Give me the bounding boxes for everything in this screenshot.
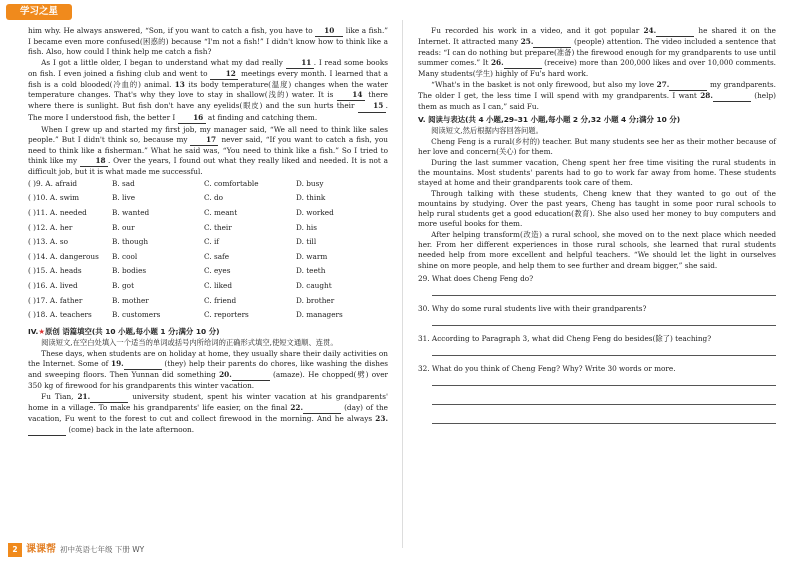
option-choice[interactable]: C. safe	[204, 251, 230, 261]
answer-line[interactable]	[432, 285, 776, 296]
answer-line[interactable]	[432, 394, 776, 405]
option-a[interactable]: ( )9. A. afraid	[28, 178, 78, 188]
option-a[interactable]: ( )10. A. swim	[28, 193, 80, 203]
blank-10[interactable]: 10	[315, 26, 343, 37]
option-choice[interactable]: C. do	[204, 193, 224, 203]
option-row	[28, 237, 388, 252]
option-a[interactable]: ( )18. A. teachers	[28, 310, 92, 320]
star-icon: ★	[38, 326, 45, 336]
page-footer	[8, 543, 144, 557]
passage-paragraph-4: These days, when students are on holiday at home, they usually share their daily activities on the Internet. Some of 19. (they) help their parents do chores, like washing the dishes and sweeping floors. Then Yunnan did something 20. (amaze). He chopped(劈) over 350 kg of firewood for his grandparents this winter vacation.	[28, 349, 389, 391]
answer-blank[interactable]	[669, 80, 707, 91]
option-a[interactable]: ( )16. A. lived	[28, 281, 78, 291]
answer-blank[interactable]	[713, 91, 751, 102]
blank-number: 20.	[219, 370, 232, 380]
section-number: IV.	[28, 326, 39, 336]
question-31: 31. According to Paragraph 3, what did Cheng Feng do besides(除了) teaching?	[418, 333, 712, 343]
passage-paragraph-3: When I grew up and started my first job, my manager said, “We all need to think like sales people.” But I didn't think so, because my 17 never said, “If you want to catch a fish, you need to think like a fisherman.” What he said was, “You need to think like a fish.” So I tried to think like my 18 . Over the years, I found out what they really liked and needed. It is not a difficult job, but it is what made me successful.	[28, 124, 389, 176]
left-column	[28, 26, 388, 437]
option-a[interactable]: ( )13. A. so	[28, 237, 68, 247]
passage-paragraph-5: Fu Tian, 21. university student, spent his winter vacation at his grandparents' home in a village. To make his grandparents' life easier, on the final 22. (day) of the vacation, Fu went to the forest to cut and collect firewood in the morning. And he always 23. (come) back in the late afternoon.	[28, 392, 388, 435]
option-row	[28, 252, 388, 267]
answer-blank[interactable]	[28, 425, 66, 436]
column-divider	[402, 20, 403, 548]
option-row	[28, 208, 388, 223]
option-choice[interactable]: D. his	[296, 222, 318, 232]
blank-11[interactable]: 11	[286, 58, 314, 69]
blank-number: 25.	[520, 37, 534, 47]
blank-number: 22.	[290, 403, 304, 413]
option-choice[interactable]: D. think	[296, 193, 326, 203]
option-choice[interactable]: C. comfortable	[204, 178, 259, 188]
option-choice[interactable]: D. managers	[296, 310, 343, 320]
option-choice[interactable]: B. cool	[112, 251, 138, 261]
blank-16[interactable]: 16	[178, 113, 206, 124]
answer-blank[interactable]	[656, 26, 694, 37]
blank-number: 13	[174, 80, 189, 90]
option-row	[28, 266, 388, 281]
answer-blank[interactable]	[124, 359, 162, 370]
option-choice[interactable]: D. teeth	[296, 266, 326, 276]
blank-number: 23.	[375, 414, 388, 424]
answer-blank[interactable]	[232, 370, 270, 381]
option-choice[interactable]: B. our	[112, 222, 135, 232]
section-title-text: 原创 语篇填空(共 10 小题,每小题 1 分;满分 10 分)	[44, 326, 220, 336]
passage-paragraph-2: As I got a little older, I began to understand what my dad really 11 . I read some books on fish. I even joined a fishing club and went to 12 meetings every month. I learned that a fish is a cold blooded(冷血的) animal. 13 its body temperature(温度) changes when the water temperature changes. That's why they love to stay in shallow(浅的) water. It is 14 there where there is sunlight. But fish don't have any eyelids(眼皮) and the sun hurts their 15 . The more I understood fish, the better I 16 at finding and catching them.	[28, 58, 388, 123]
answer-blank[interactable]	[504, 58, 542, 69]
reading-paragraph-1: Cheng Feng is a rural(乡村的) teacher. But many students see her as their mother because of her love and concern(关心) for them.	[418, 136, 776, 156]
reading-paragraph-2: During the last summer vacation, Cheng spent her free time visiting the rural students in the mountains. Most students' parents had to go to work far away from home. These students stayed at home and their grandparents took care of them.	[418, 157, 776, 188]
reading-paragraph-3: Through talking with these students, Cheng knew that they wanted to go out of the mountains by studying. Over the past years, Cheng has taught in some poor rural schools to help rural students get a good education(教育). She also used her money to buy computers and more useful books for them.	[418, 189, 776, 229]
option-choice[interactable]: B. customers	[112, 310, 161, 320]
question-30: 30. Why do some rural students live with their grandparents?	[418, 303, 647, 313]
options-table	[28, 179, 388, 325]
blank-number: 19.	[111, 359, 124, 369]
option-row	[28, 296, 388, 311]
answer-blank[interactable]	[90, 392, 128, 403]
option-choice[interactable]: C. eyes	[204, 266, 231, 276]
option-choice[interactable]: C. meant	[204, 208, 238, 218]
question-32: 32. What do you think of Cheng Feng? Why? Write 30 words or more.	[418, 363, 676, 373]
option-a[interactable]: ( )17. A. father	[28, 295, 83, 305]
option-choice[interactable]: D. busy	[296, 178, 324, 188]
blank-17[interactable]: 17	[190, 135, 218, 146]
reading-paragraph-4: After helping transform(改造) a rural school, she moved on to the next place which needed her. From her different experiences in those rural schools, she learned that rural students needed help from more excellent and helpful teachers. “We should let the light in ourselves shine on more people, and help them to see further and dream bigger,” she said.	[418, 230, 776, 270]
option-a[interactable]: ( )12. A. her	[28, 222, 73, 232]
footer-brand: 课课帮	[26, 544, 56, 556]
section-5-title: V. 阅读与表达(共 4 小题,29–31 小题,每小题 2 分,32 小题 4 分;满分 10 分)	[418, 114, 681, 124]
option-choice[interactable]: C. if	[204, 237, 219, 247]
option-choice[interactable]: B. live	[112, 193, 136, 203]
option-choice[interactable]: D. worked	[296, 208, 334, 218]
option-choice[interactable]: D. brother	[296, 295, 335, 305]
option-choice[interactable]: B. though	[112, 237, 149, 247]
answer-line[interactable]	[432, 413, 776, 424]
option-choice[interactable]: D. warm	[296, 251, 328, 261]
option-choice[interactable]: D. caught	[296, 281, 332, 291]
option-row	[28, 310, 388, 325]
option-a[interactable]: ( )14. A. dangerous	[28, 251, 99, 261]
blank-number: 27.	[656, 80, 670, 90]
blank-number: 24.	[643, 26, 657, 35]
section-5-instructions: 阅读短文,然后根据内容回答问题。	[431, 125, 543, 135]
option-choice[interactable]: B. mother	[112, 295, 149, 305]
blank-number: 26.	[490, 58, 504, 68]
option-a[interactable]: ( )15. A. heads	[28, 266, 82, 276]
blank-15[interactable]: 15	[358, 101, 386, 112]
answer-blank[interactable]	[533, 37, 571, 48]
option-choice[interactable]: C. their	[204, 222, 232, 232]
passage-paragraph-6: Fu recorded his work in a video, and it got popular 24. he shared it on the Internet. It attracted many 25. (people) attention. The video included a sentence that reads: “I can do nothing but prepare(准备) the firewood enough for my grandparents to use until summer comes.” It 26. (receive) more than 200,000 likes and over 10,000 comments. Many students(学生) highly of Fu's hard work.	[418, 26, 777, 79]
option-choice[interactable]: C. reporters	[204, 310, 249, 320]
blank-14[interactable]: 14	[337, 90, 365, 101]
question-29: 29. What does Cheng Feng do?	[418, 273, 534, 283]
option-choice[interactable]: D. till	[296, 237, 317, 247]
option-choice[interactable]: B. sad	[112, 178, 135, 188]
option-choice[interactable]: C. friend	[204, 295, 237, 305]
passage-paragraph-1: him why. He always answered, “Son, if you want to catch a fish, you have to 10 like a fish.” I became even more confused(困惑的) because “I'm not a fish!” I didn't know how to think like a fish. Also, how could I think help me catch a fish?	[28, 26, 389, 57]
blank-number: 21.	[77, 392, 91, 402]
blank-12[interactable]: 12	[210, 69, 238, 80]
option-row	[28, 193, 388, 208]
blank-18[interactable]: 18	[80, 156, 108, 167]
right-column	[418, 26, 776, 432]
answer-blank[interactable]	[303, 403, 341, 414]
option-row	[28, 223, 388, 238]
answer-line[interactable]	[432, 315, 776, 326]
passage-paragraph-7: “What's in the basket is not only firewood, but also my love 27. my grandparents. The older I get, the less time I will spend with my grandparents. I want 28. (help) them as much as I can,” said Fu.	[418, 80, 776, 112]
option-choice[interactable]: B. wanted	[112, 208, 150, 218]
footer-subtitle: 初中英语七年级 下册 WY	[60, 544, 145, 554]
blank-number: 28.	[700, 91, 713, 101]
option-row	[28, 179, 388, 194]
option-choice[interactable]: B. got	[112, 281, 134, 291]
answer-line[interactable]	[432, 375, 776, 386]
section-4-instructions: 阅读短文,在空白处填入一个适当的单词或括号内所给词的正确形式填空,使短文通顺、连贯。	[41, 338, 338, 348]
option-choice[interactable]: B. bodies	[112, 266, 147, 276]
option-a[interactable]: ( )11. A. needed	[28, 208, 87, 218]
option-row	[28, 281, 388, 296]
page-number: 2	[8, 543, 22, 557]
brand-logo: 学习之星	[6, 4, 72, 20]
section-4-title	[28, 327, 388, 337]
option-choice[interactable]: C. liked	[204, 281, 233, 291]
answer-line[interactable]	[432, 345, 776, 356]
